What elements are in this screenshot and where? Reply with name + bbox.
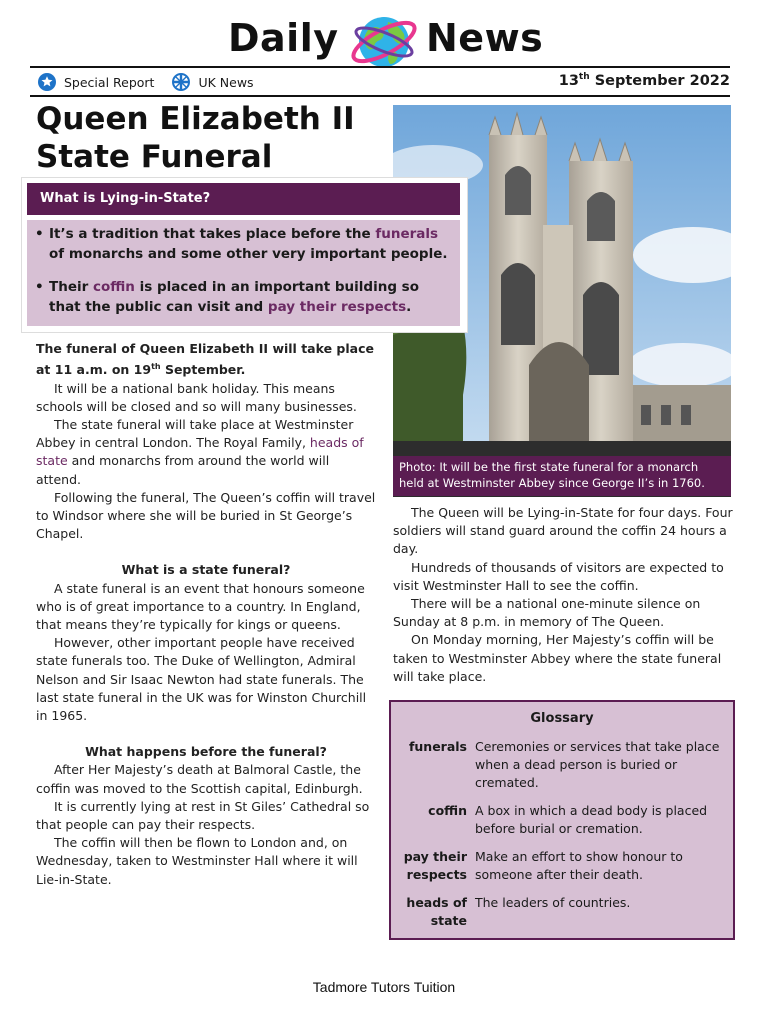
paragraph: After Her Majesty’s death at Balmoral Castle, the coffin was moved to the Scottish capital, Edinburgh. xyxy=(36,762,363,796)
tag-label: UK News xyxy=(198,74,254,90)
bullet-point: • It’s a tradition that takes place before the funerals of monarchs and some other very important people. xyxy=(35,226,448,262)
star-badge-icon xyxy=(38,73,56,91)
page-footer: Tadmore Tutors Tuition xyxy=(312,979,456,995)
union-flag-icon xyxy=(172,73,190,91)
subheading: What is a state funeral? xyxy=(121,562,291,578)
paragraph: However, other important people have received state funerals too. The Duke of Wellington, Admiral Nelson and Sir Isaac Newton had state funerals. The last state funeral in the UK was for Winston Churchill in 1965. xyxy=(36,635,367,724)
paragraph: It is currently lying at rest in St Giles’ Cathedral so that people can pay their respects. xyxy=(36,798,370,833)
paragraph: The Queen will be Lying-in-State for four days. Four soldiers will stand guard around the coffin 24 hours a day. xyxy=(393,505,733,557)
issue-date: 13th September 2022 xyxy=(558,72,730,89)
glossary-term-link: coffin xyxy=(92,279,135,295)
paragraph: There will be a national one-minute silence on Sunday at 8 p.m. in memory of The Queen. xyxy=(393,596,701,630)
paragraph: A state funeral is an event that honours someone who is of great importance to a country. In England, that means they’re typically for kings or queens. xyxy=(36,580,365,632)
lying-in-state-title: What is Lying-in-State? xyxy=(27,183,460,215)
glossary-term-link: funerals xyxy=(375,226,439,242)
paragraph: The coffin will then be flown to London and, on Wednesday, taken to Westminster Hall where it will Lie-in-State. xyxy=(36,835,358,887)
lying-in-state-body xyxy=(27,220,460,326)
glossary-term-link: pay their respects xyxy=(267,299,407,315)
glossary-definition: Make an effort to show honour to someone after their death. xyxy=(475,849,683,882)
glossary-definition: A box in which a dead body is placed before burial or cremation. xyxy=(475,803,708,836)
tag-special-report xyxy=(38,73,154,91)
glossary-term: funerals xyxy=(408,739,467,754)
globe-logo-icon xyxy=(346,8,422,74)
paragraph: Following the funeral, The Queen’s coffin will travel to Windsor where she will be buried in St George’s Chapel. xyxy=(36,489,376,542)
title-line-2: State Funeral xyxy=(36,139,273,175)
glossary-term: coffin xyxy=(428,803,467,818)
masthead-word-news: News xyxy=(426,16,544,60)
paragraph: The state funeral will take place at Westminster Abbey in central London. The Royal Family, heads of state and monarchs from around the world will attend. xyxy=(36,416,364,487)
glossary-term: heads of state xyxy=(406,895,467,928)
paragraph: Hundreds of thousands of visitors are expected to visit Westminster Hall to see the coffin. xyxy=(393,559,724,593)
tag-uk-news xyxy=(172,73,253,91)
glossary-definition: The leaders of countries. xyxy=(475,895,631,910)
section-tags xyxy=(38,72,272,92)
masthead-rule-top xyxy=(30,66,730,68)
article-left-column xyxy=(36,340,376,889)
glossary-box xyxy=(389,700,735,940)
glossary-title: Glossary xyxy=(530,711,594,726)
page-title xyxy=(36,100,355,176)
title-line-1: Queen Elizabeth II xyxy=(36,101,355,137)
article-right-column xyxy=(393,504,738,686)
paragraph: It will be a national bank holiday. This means schools will be closed and so will many businesses. xyxy=(36,380,357,414)
glossary-definition: Ceremonies or services that take place when a dead person is buried or cremated. xyxy=(475,739,720,790)
masthead-word-daily: Daily xyxy=(228,16,339,60)
tag-label: Special Report xyxy=(64,74,155,90)
bullet-point: • Their coffin is placed in an important building so that the public can visit and pay their respects. xyxy=(35,279,419,315)
lying-in-state-box xyxy=(22,178,467,332)
masthead xyxy=(0,6,768,70)
glossary-term-link: heads of state xyxy=(36,435,364,469)
article-lead: The funeral of Queen Elizabeth II will take place at 11 a.m. on 19th September. xyxy=(36,341,374,378)
glossary-term: pay their respects xyxy=(403,849,467,882)
subheading: What happens before the funeral? xyxy=(85,744,327,760)
paragraph: On Monday morning, Her Majesty’s coffin will be taken to Westminster Abbey where the state funeral will take place. xyxy=(393,632,722,684)
masthead-rule-bottom xyxy=(30,95,730,97)
photo-caption: Photo: It will be the first state funeral for a monarch held at Westminster Abbey since George II’s in 1760. xyxy=(393,456,731,496)
